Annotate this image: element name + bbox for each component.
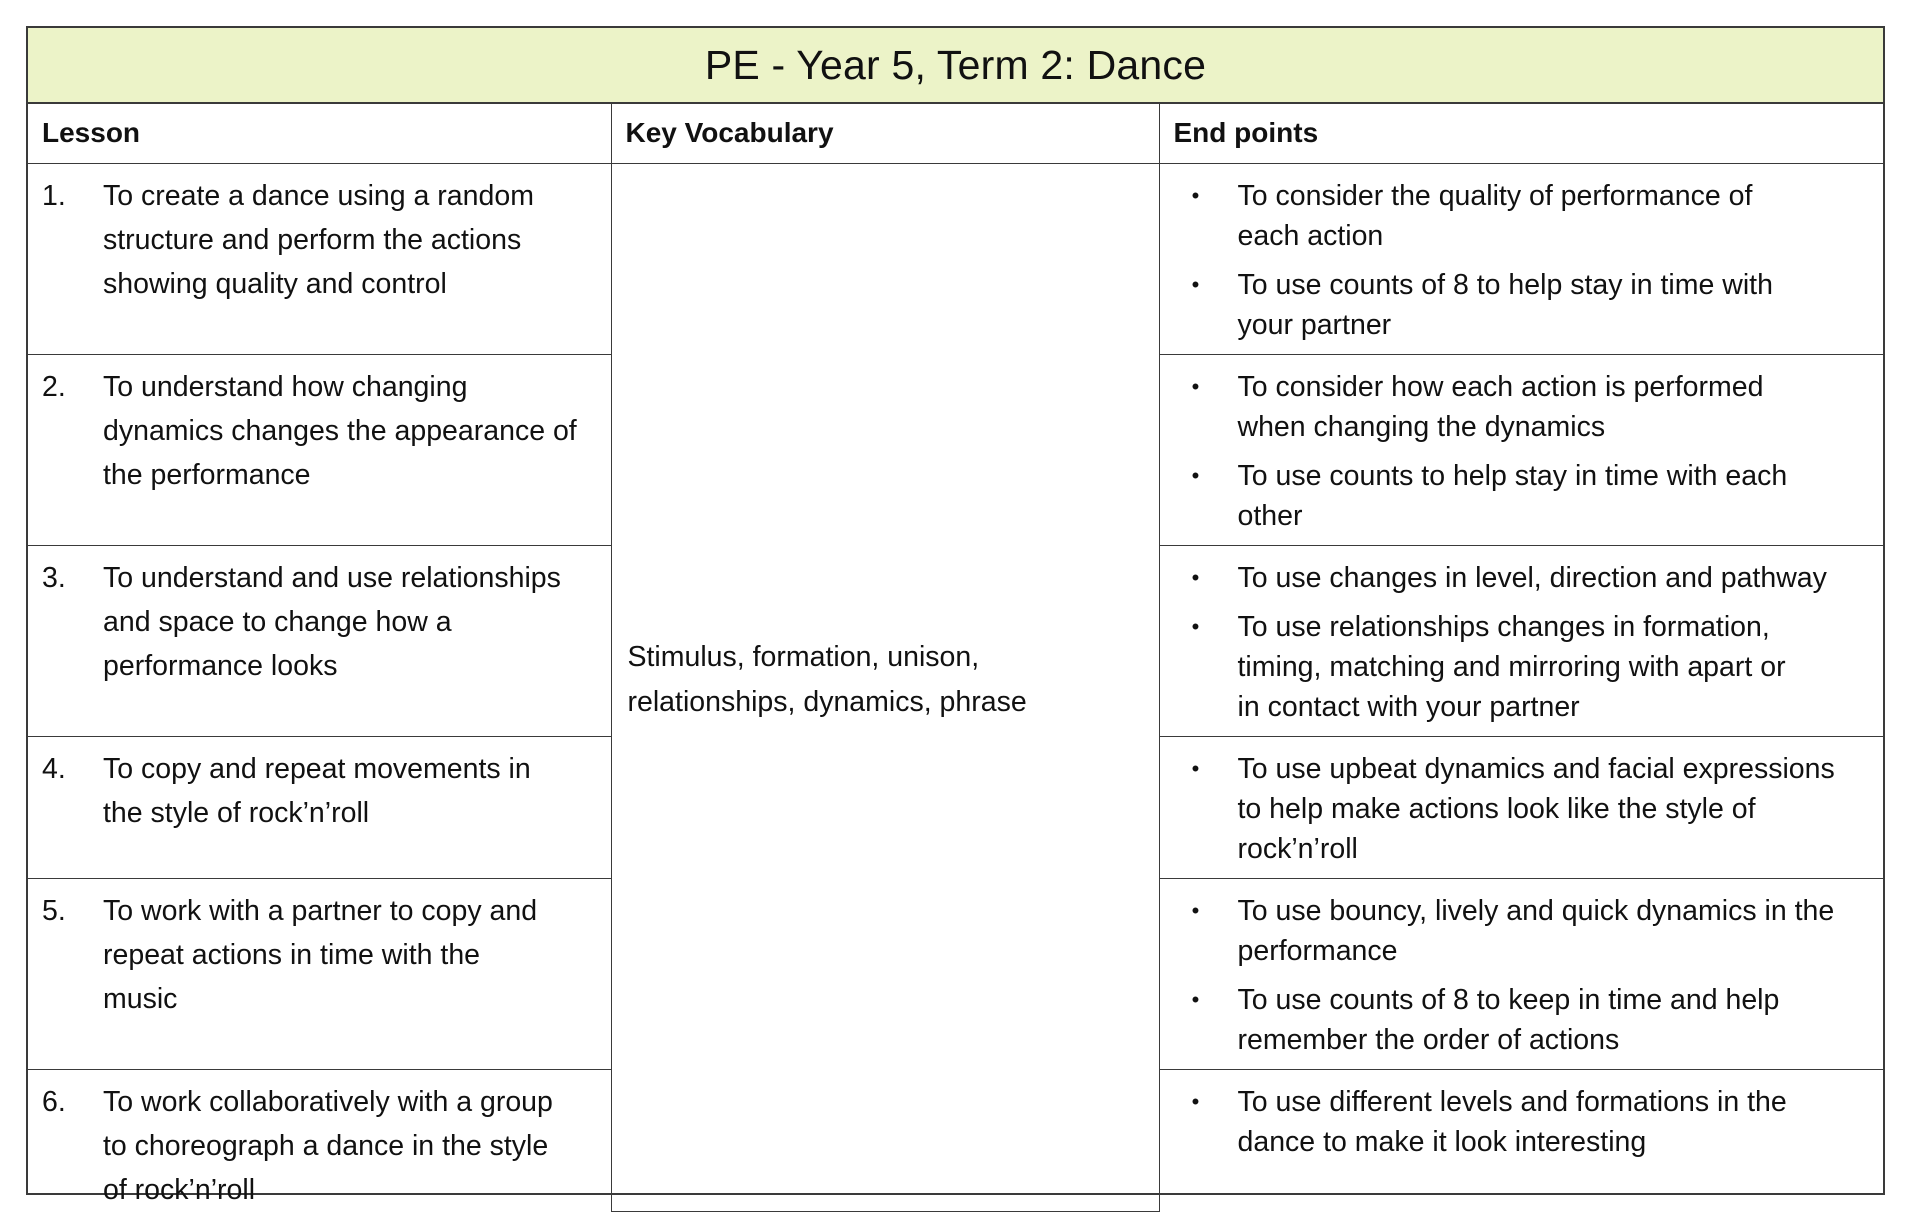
lesson-number: 3.	[42, 561, 66, 594]
end-point-line: To use bouncy, lively and quick dynamics in the	[1237, 894, 1835, 927]
lesson-cell	[28, 545, 611, 736]
end-point-item	[1160, 367, 1876, 447]
end-points-cell	[1159, 736, 1883, 878]
vocabulary-line: Stimulus, formation, unison,	[627, 641, 980, 674]
bullet-icon: •	[1191, 986, 1200, 1012]
end-point-line: To use relationships changes in formation,	[1237, 610, 1770, 643]
end-point-item	[1160, 176, 1876, 256]
header-end-points: End points	[1159, 104, 1883, 163]
end-point-line: to help make actions look like the style of	[1237, 792, 1756, 825]
lesson-text	[103, 556, 561, 688]
lesson-cell	[28, 736, 611, 878]
lesson-line: dynamics changes the appearance of	[103, 414, 577, 447]
end-point-item	[1160, 558, 1876, 598]
end-point-line: To use changes in level, direction and pathway	[1237, 561, 1827, 594]
end-point-line: performance	[1237, 934, 1398, 967]
lesson-line: To understand how changing	[103, 370, 468, 403]
end-points-cell	[1159, 1069, 1883, 1212]
lesson-line: the performance	[103, 458, 311, 491]
lesson-cell	[28, 1069, 611, 1212]
end-point-line: To use counts of 8 to help stay in time with	[1237, 268, 1773, 301]
end-point-item	[1160, 980, 1876, 1060]
bullet-icon: •	[1191, 271, 1200, 297]
lesson-line: To copy and repeat movements in	[103, 752, 531, 785]
lesson-text	[103, 1080, 553, 1212]
end-point-line: timing, matching and mirroring with apart or	[1237, 650, 1786, 683]
lesson-line: To understand and use relationships	[103, 561, 561, 594]
end-point-item	[1160, 1082, 1876, 1162]
lesson-line: showing quality and control	[103, 267, 447, 300]
bullet-icon: •	[1191, 897, 1200, 923]
end-point-line: To consider how each action is performed	[1237, 370, 1764, 403]
lesson-line: music	[103, 982, 178, 1015]
end-points-cell	[1159, 545, 1883, 736]
lesson-cell	[28, 354, 611, 545]
lesson-text	[103, 889, 537, 1021]
end-point-item	[1160, 749, 1876, 869]
end-point-line: other	[1237, 499, 1303, 532]
title-band	[28, 28, 1883, 104]
lesson-cell	[28, 163, 611, 354]
end-point-line: dance to make it look interesting	[1237, 1125, 1647, 1158]
end-points-cell	[1159, 354, 1883, 545]
lesson-number: 6.	[42, 1085, 66, 1118]
header-key-vocabulary: Key Vocabulary	[611, 104, 1159, 163]
lesson-line: To work with a partner to copy and	[103, 894, 538, 927]
lesson-line: performance looks	[103, 649, 338, 682]
bullet-icon: •	[1191, 462, 1200, 488]
table-row	[28, 163, 1883, 354]
lesson-number: 4.	[42, 752, 66, 785]
end-point-item	[1160, 456, 1876, 536]
bullet-icon: •	[1191, 755, 1200, 781]
end-point-line: when changing the dynamics	[1237, 410, 1606, 443]
end-point-item	[1160, 607, 1876, 727]
bullet-icon: •	[1191, 373, 1200, 399]
end-point-line: To use different levels and formations in the	[1237, 1085, 1787, 1118]
vocabulary-line: relationships, dynamics, phrase	[627, 686, 1027, 719]
lesson-text	[103, 365, 577, 497]
lesson-grid	[28, 104, 1883, 1212]
end-point-line: To use counts to help stay in time with each	[1237, 459, 1788, 492]
lesson-line: to choreograph a dance in the style	[103, 1129, 549, 1162]
lesson-line: the style of rock’n’roll	[103, 796, 370, 829]
lesson-line: of rock’n’roll	[103, 1173, 256, 1206]
end-point-item	[1160, 265, 1876, 345]
bullet-icon: •	[1191, 182, 1200, 208]
lesson-number: 5.	[42, 894, 66, 927]
end-point-line: in contact with your partner	[1237, 690, 1580, 723]
lesson-cell	[28, 878, 611, 1069]
end-points-cell	[1159, 163, 1883, 354]
end-point-line: rock’n’roll	[1237, 832, 1358, 865]
end-point-line: remember the order of actions	[1237, 1023, 1620, 1056]
end-points-cell	[1159, 878, 1883, 1069]
lesson-text	[103, 747, 531, 835]
lesson-line: structure and perform the actions	[103, 223, 522, 256]
end-point-line: To use upbeat dynamics and facial expressions	[1237, 752, 1835, 785]
page-title: PE - Year 5, Term 2: Dance	[704, 41, 1207, 88]
bullet-icon: •	[1191, 1088, 1200, 1114]
end-point-item	[1160, 891, 1876, 971]
key-vocabulary-cell	[611, 163, 1159, 1212]
lesson-line: To create a dance using a random	[103, 179, 534, 212]
lesson-line: and space to change how a	[103, 605, 452, 638]
end-point-line: your partner	[1237, 308, 1392, 341]
bullet-icon: •	[1191, 564, 1200, 590]
end-point-line: To consider the quality of performance of	[1237, 179, 1753, 212]
bullet-icon: •	[1191, 613, 1200, 639]
end-point-line: each action	[1237, 219, 1384, 252]
header-lesson: Lesson	[28, 104, 611, 163]
lesson-number: 1.	[42, 179, 66, 212]
lesson-text	[103, 174, 534, 306]
header-row	[28, 104, 1883, 163]
lesson-number: 2.	[42, 370, 66, 403]
lesson-line: To work collaboratively with a group	[103, 1085, 553, 1118]
dance-curriculum-table	[26, 26, 1885, 1206]
end-point-line: To use counts of 8 to keep in time and help	[1237, 983, 1780, 1016]
lesson-line: repeat actions in time with the	[103, 938, 481, 971]
